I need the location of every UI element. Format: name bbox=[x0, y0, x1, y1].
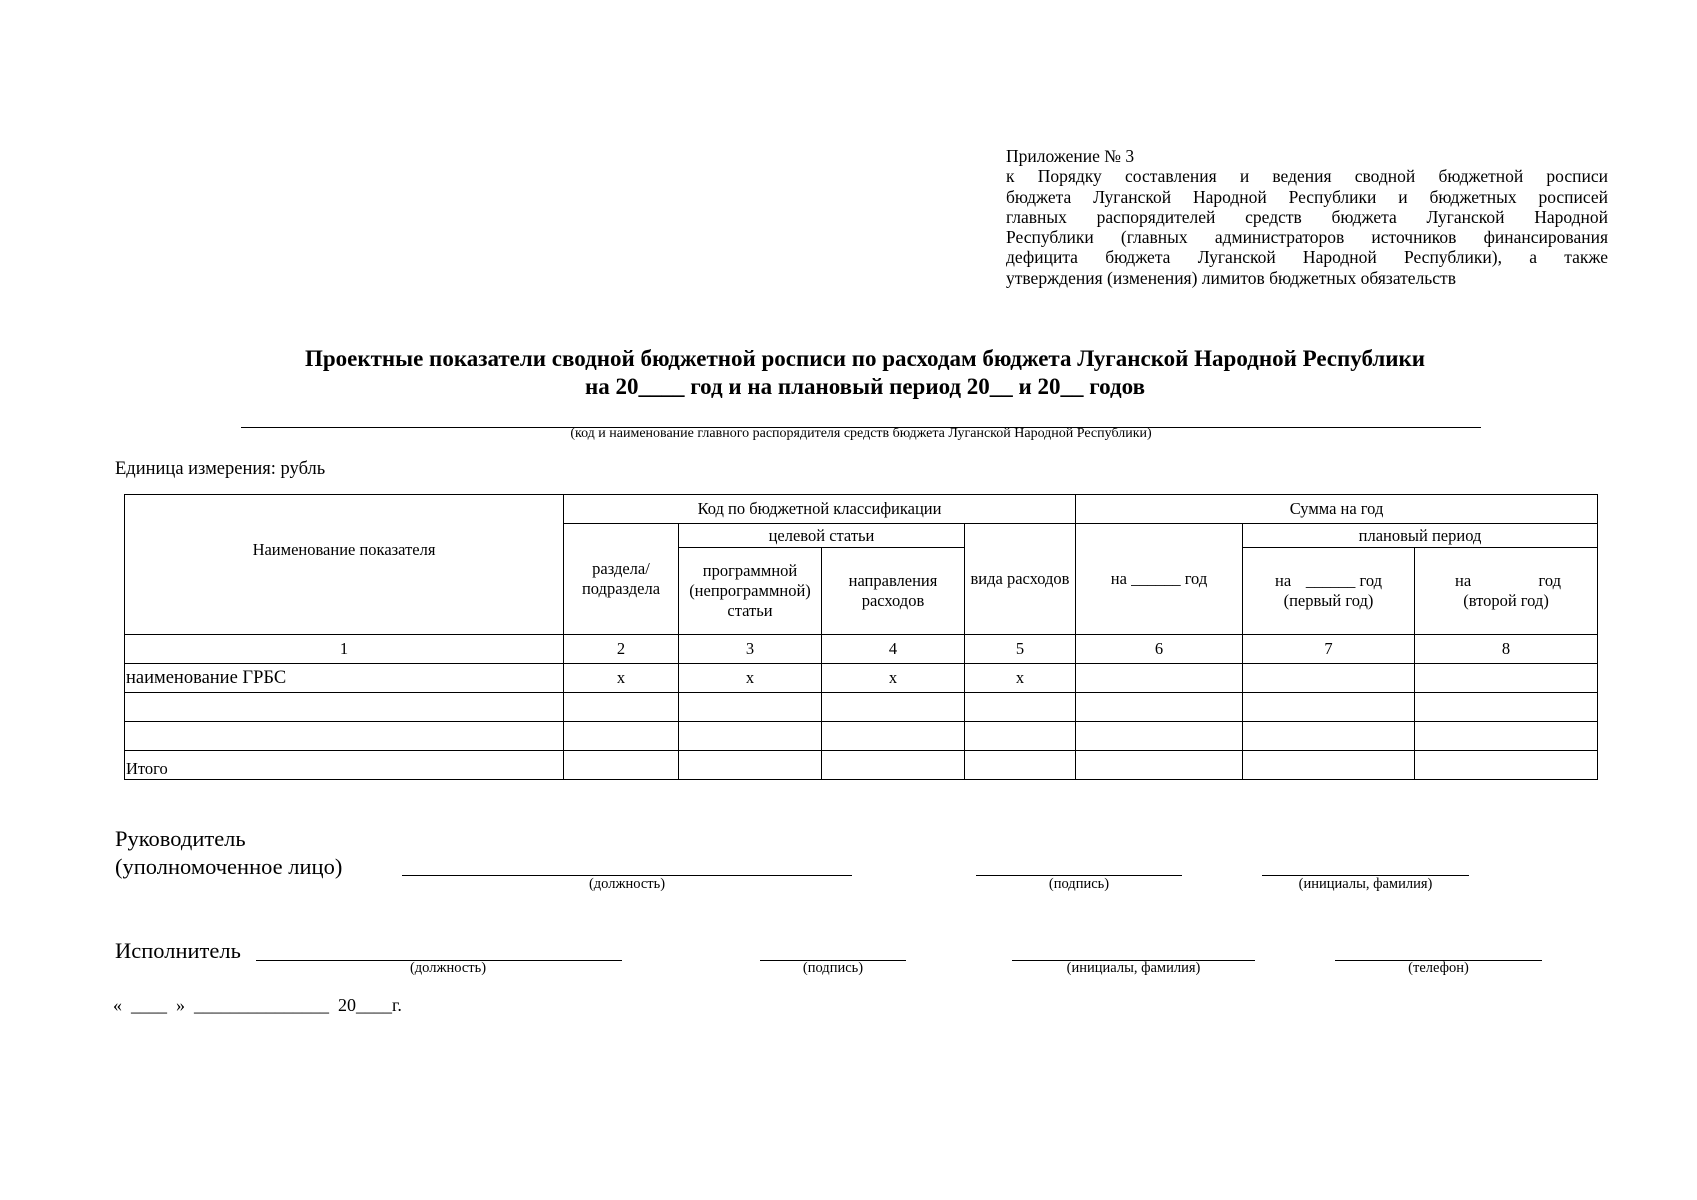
header-code-group: Код по бюджетной классификации bbox=[564, 495, 1076, 524]
column-number: 2 bbox=[564, 635, 679, 664]
executor-signature-caption: (подпись) bbox=[802, 960, 864, 976]
header-target-article: целевой статьи bbox=[679, 524, 965, 548]
table-cell bbox=[822, 722, 965, 751]
header-direction: направления расходов bbox=[822, 548, 965, 635]
date-line: « ____ » _______________ 20____г. bbox=[113, 995, 402, 1015]
header-year bbox=[1076, 524, 1243, 635]
table-cell bbox=[1243, 722, 1415, 751]
table-cell bbox=[679, 751, 822, 780]
table-cell bbox=[679, 693, 822, 722]
row-label bbox=[125, 693, 564, 722]
header-first-na: на bbox=[1275, 571, 1292, 590]
header-year-god: год bbox=[1184, 569, 1208, 588]
title-line-1: Проектные показатели сводной бюджетной росписи по расходам бюджета Луганской Народной Республики bbox=[304, 346, 1426, 371]
header-second-year bbox=[1415, 548, 1598, 635]
header-section: раздела/ подраздела bbox=[564, 524, 679, 635]
table-cell bbox=[1076, 693, 1243, 722]
table-cell bbox=[1243, 664, 1415, 693]
appendix-line: главных распорядителей средств бюджета Луганской Народной bbox=[1006, 206, 1608, 227]
header-year-na: на bbox=[1110, 569, 1127, 588]
table-cell bbox=[822, 751, 965, 780]
table-cell: х bbox=[564, 664, 679, 693]
document-title bbox=[0, 345, 1697, 401]
appendix-line: дефицита бюджета Луганской Народной Республики), а также bbox=[1006, 247, 1608, 268]
table-cell bbox=[822, 693, 965, 722]
appendix-line: бюджета Луганской Народной Республики и бюджетных росписей bbox=[1006, 186, 1608, 207]
appendix-line: к Порядку составления и ведения сводной бюджетной росписи bbox=[1006, 166, 1608, 187]
header-first-god: ______ год bbox=[1305, 571, 1382, 590]
column-number: 6 bbox=[1076, 635, 1243, 664]
table-cell: х bbox=[679, 664, 822, 693]
appendix-line: Республики (главных администраторов источников финансирования bbox=[1006, 227, 1608, 248]
header-kind: вида расходов bbox=[965, 524, 1076, 635]
row-label: наименование ГРБС bbox=[125, 664, 564, 693]
head-signature-caption: (подпись) bbox=[1048, 876, 1110, 892]
header-year-blank: ______ bbox=[1131, 569, 1181, 588]
table-cell bbox=[1243, 693, 1415, 722]
table-cell bbox=[965, 722, 1076, 751]
column-number: 3 bbox=[679, 635, 822, 664]
table-cell bbox=[1243, 751, 1415, 780]
table-cell bbox=[679, 722, 822, 751]
table-cell: х bbox=[965, 664, 1076, 693]
table-cell bbox=[1076, 751, 1243, 780]
appendix-block bbox=[1006, 146, 1608, 288]
header-program: программной (непрограммной) статьи bbox=[679, 548, 822, 635]
head-position-caption: (должность) bbox=[588, 876, 666, 892]
column-number-row bbox=[125, 635, 1598, 664]
head-label-2: (уполномоченное лицо) bbox=[115, 854, 343, 879]
header-sum-group: Сумма на год bbox=[1076, 495, 1598, 524]
table-cell bbox=[564, 693, 679, 722]
executor-label: Исполнитель bbox=[115, 938, 241, 963]
unit-of-measure: Единица измерения: рубль bbox=[115, 459, 326, 479]
header-first-year bbox=[1243, 548, 1415, 635]
header-second-note: (второй год) bbox=[1463, 591, 1549, 610]
header-second-na: на bbox=[1455, 571, 1472, 590]
total-row bbox=[125, 751, 1598, 780]
column-number: 4 bbox=[822, 635, 965, 664]
table-cell bbox=[1415, 751, 1598, 780]
budget-table bbox=[124, 494, 1598, 780]
column-number: 1 bbox=[125, 635, 564, 664]
head-label-1: Руководитель bbox=[115, 826, 246, 851]
header-second-god: год bbox=[1538, 571, 1562, 590]
table-row bbox=[125, 722, 1598, 751]
column-number: 5 bbox=[965, 635, 1076, 664]
column-number: 8 bbox=[1415, 635, 1598, 664]
table-cell bbox=[1415, 664, 1598, 693]
table-cell bbox=[965, 751, 1076, 780]
head-name-caption: (инициалы, фамилия) bbox=[1298, 876, 1433, 892]
table-cell bbox=[965, 693, 1076, 722]
header-first-note: (первый год) bbox=[1283, 591, 1374, 610]
table-cell: х bbox=[822, 664, 965, 693]
appendix-line: Приложение № 3 bbox=[1006, 146, 1135, 166]
table-cell bbox=[564, 751, 679, 780]
row-label-total: Итого bbox=[125, 751, 564, 780]
title-line-2: на 20____ год и на плановый период 20__ и 20__ годов bbox=[585, 374, 1145, 399]
appendix-line: утверждения (изменения) лимитов бюджетных обязательств bbox=[1006, 267, 1456, 288]
table-cell bbox=[564, 722, 679, 751]
table-cell bbox=[1415, 693, 1598, 722]
row-label bbox=[125, 722, 564, 751]
executor-position-caption: (должность) bbox=[409, 960, 487, 976]
header-row-1 bbox=[125, 495, 1598, 524]
table-row bbox=[125, 693, 1598, 722]
table-row bbox=[125, 664, 1598, 693]
column-number: 7 bbox=[1243, 635, 1415, 664]
table-cell bbox=[1076, 722, 1243, 751]
table-cell bbox=[1415, 722, 1598, 751]
table-cell bbox=[1076, 664, 1243, 693]
executor-phone-caption: (телефон) bbox=[1408, 960, 1469, 976]
grbs-caption: (код и наименование главного распорядителя средств бюджета Луганской Народной Республики) bbox=[570, 426, 1152, 441]
header-planned-period: плановый период bbox=[1243, 524, 1598, 548]
header-name: Наименование показателя bbox=[125, 495, 564, 635]
executor-name-caption: (инициалы, фамилия) bbox=[1066, 960, 1201, 976]
